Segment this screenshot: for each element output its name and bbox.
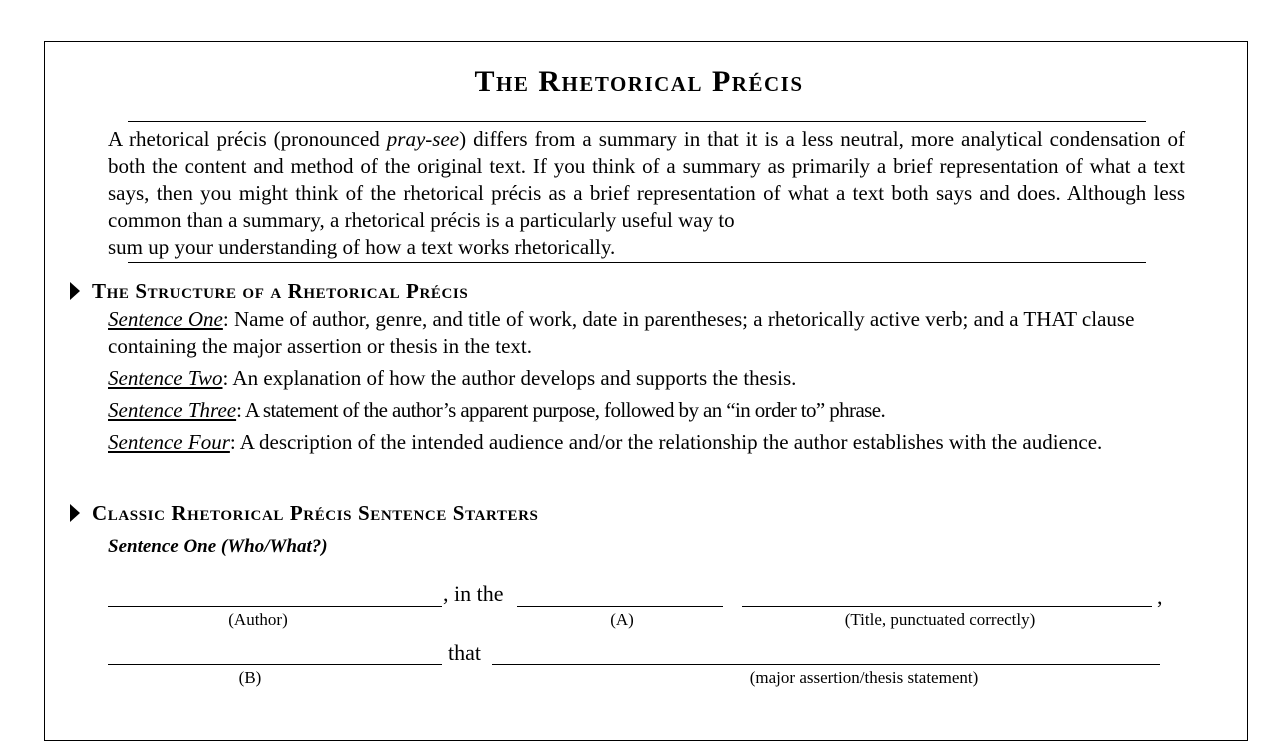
title-blank — [742, 606, 1152, 607]
author-blank — [108, 606, 442, 607]
title-caption: (Title, punctuated correctly) — [844, 610, 1036, 629]
structure-heading — [70, 277, 468, 305]
sentence-two-label: Sentence Two — [108, 366, 223, 390]
sentence-one-text: : Name of author, genre, and title of work, date in parentheses; a rhetorically active verb; and a THAT clause containing the major assertion or thesis in the text. — [108, 307, 1135, 358]
intro-top-rule — [128, 121, 1146, 122]
line-end-comma: , — [1157, 584, 1163, 609]
sentence-four-description — [108, 429, 1148, 456]
intro-text-last-line: sum up your understanding of how a text works rhetorically. — [108, 235, 616, 259]
genre-caption: (A) — [610, 610, 634, 629]
starters-heading — [70, 499, 539, 527]
sentence-two-text: : An explanation of how the author develops and supports the thesis. — [222, 366, 797, 390]
sentence-two-description — [108, 365, 1208, 392]
sentence-one-subheading: Sentence One (Who/What?) — [108, 536, 328, 557]
sentence-three-text: : A statement of the author’s apparent purpose, followed by an “in order to” phrase. — [236, 398, 886, 422]
intro-pronunciation: pray-see — [386, 127, 460, 151]
thesis-blank — [492, 664, 1160, 665]
in-the-connector: , in the — [443, 581, 504, 606]
intro-text-body: ) differs from a summary in that it is a less neutral, more analytical condensation of both the content and method of the original text. If you think of a summary as primarily a brief representation of what a text says, then you might think of the rhetorical précis as a brief representation of what a text both says and does. Although less common than a summary, a rhetorical précis is a particularly useful way to — [108, 127, 1185, 232]
sentence-three-label: Sentence Three — [108, 398, 237, 422]
sentence-three-description — [108, 397, 1208, 424]
verb-blank — [108, 664, 442, 665]
genre-blank — [517, 606, 723, 607]
sentence-four-label: Sentence Four — [108, 430, 230, 454]
structure-heading-text: The Structure of a Rhetorical Précis — [92, 279, 469, 303]
sentence-one-description — [108, 306, 1208, 360]
page-title: The Rhetorical Précis — [474, 65, 804, 98]
verb-caption: (B) — [238, 668, 262, 687]
intro-text-start: A rhetorical précis (pronounced — [108, 127, 387, 151]
sentence-one-label: Sentence One — [108, 307, 223, 331]
thesis-caption: (major assertion/thesis statement) — [749, 668, 979, 687]
intro-paragraph — [108, 126, 1185, 261]
intro-bottom-rule — [128, 262, 1146, 263]
triangle-bullet-icon — [70, 282, 80, 300]
that-connector: that — [448, 640, 481, 665]
starters-heading-text: Classic Rhetorical Précis Sentence Starters — [92, 501, 539, 525]
sentence-four-text: : A description of the intended audience and/or the relationship the author establishes with the audience. — [229, 430, 1103, 454]
triangle-bullet-icon — [70, 504, 80, 522]
author-caption: (Author) — [228, 610, 288, 629]
